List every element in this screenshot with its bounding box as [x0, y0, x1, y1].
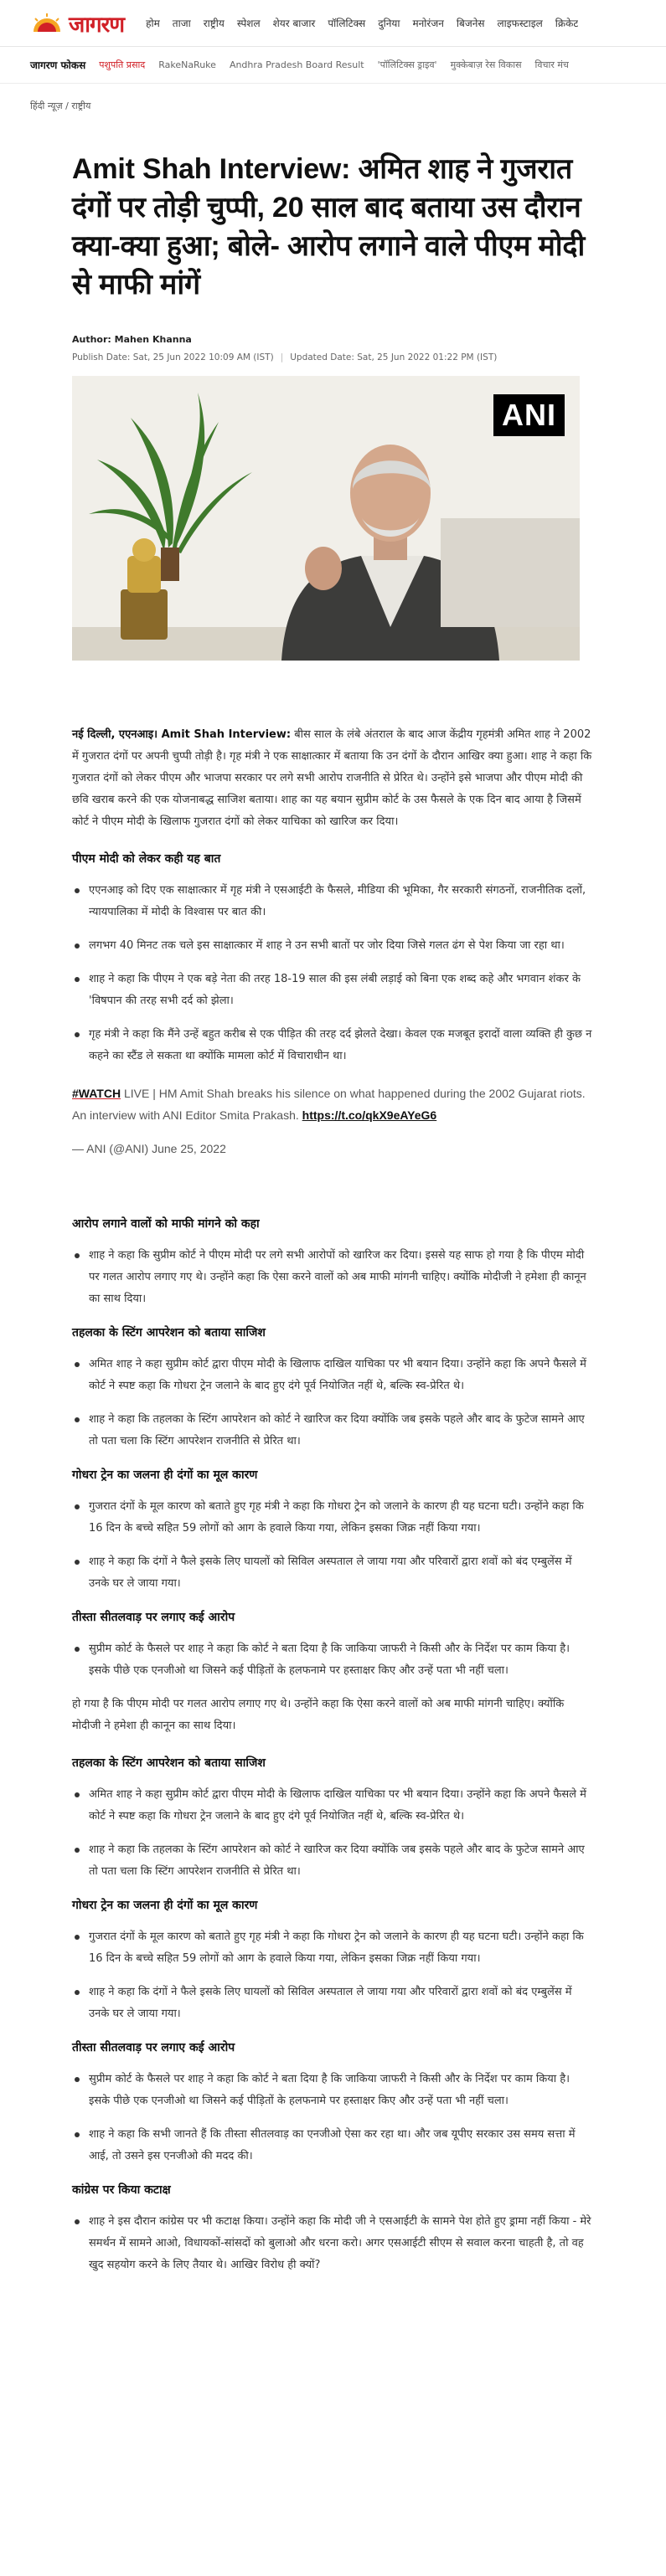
- list-item: शाह ने कहा कि दंगों ने फैले इसके लिए घायलों को सिविल अस्पताल ले जाया गया और परिवारों द्वारा शवों को बंद एम्बुलेंस में उनके घर ले जाया गया।: [72, 1982, 594, 2025]
- embedded-tweet: [72, 1082, 594, 1159]
- focus-link[interactable]: पशुपति प्रसाद: [99, 59, 146, 70]
- section-list: [72, 1496, 594, 1595]
- section-list: [72, 1245, 594, 1310]
- list-item: शाह ने इस दौरान कांग्रेस पर भी कटाक्ष किया। उन्होंने कहा कि मोदी जी ने एसआईटी के सामने पेश होते हुए ड्रामा नहीं किया - मेरे समर्थन में सामने आओ, विधायकों-सांसदों को बुलाओ और धरना करो। अगर एसआईटी सीएम से सवाल करना चाहती है, तो वह खुद सहयोग करने के लिए तैयार थे। आखिर विरोध ही क्यों?: [72, 2211, 594, 2276]
- article-title: Amit Shah Interview: अमित शाह ने गुजरात दंगों पर तोड़ी चुप्पी, 20 साल बाद बताया उस दौरान क्या-क्या हुआ; बोले- आरोप लगाने वाले पीएम मोदी से माफी मांगें: [72, 153, 586, 301]
- logo-text: जागरण: [69, 12, 125, 38]
- list-item: सुप्रीम कोर्ट के फैसले पर शाह ने कहा कि कोर्ट ने बता दिया है कि जाकिया जाफरी ने किसी और के निर्देश पर काम किया है। इसके पीछे एक एनजीओ था जिसने कई पीड़ितों के हलफनामे पर हस्ताक्षर किए और उन्हें पता भी नहीं चला।: [72, 1638, 594, 1682]
- nav-item[interactable]: दुनिया: [378, 18, 400, 29]
- tweet-text: LIVE | HM Amit Shah breaks his silence on what happened during the 2002 Gujarat riots. An interview with ANI Editor Smita Prakash.: [72, 1087, 586, 1122]
- list-item: एएनआइ को दिए एक साक्षात्कार में गृह मंत्री ने एसआईटी के फैसले, मीडिया की भूमिका, गैर सरकारी संगठनों, राजनीतिक दलों, न्यायपालिका में मोदी के विश्वास पर बात की।: [72, 880, 594, 923]
- updated-date: Updated Date: Sat, 25 Jun 2022 01:22 PM (IST): [290, 352, 498, 362]
- focus-bar: [0, 47, 666, 84]
- list-item: शाह ने कहा कि तहलका के स्टिंग आपरेशन को कोर्ट ने खारिज कर दिया क्योंकि जब इसके पहले और बाद के फुटेज सामने आए तो पता चला कि स्टिंग आपरेशन राजनीति से प्रेरित था।: [72, 1409, 594, 1453]
- nav-item[interactable]: क्रिकेट: [555, 18, 579, 29]
- nav-item[interactable]: लाइफस्टाइल: [497, 18, 543, 29]
- section-heading: तीस्ता सीतलवाड़ पर लगाए कई आरोप: [72, 2041, 235, 2054]
- section-heading: कांग्रेस पर किया कटाक्ष: [72, 2183, 171, 2197]
- list-item: शाह ने कहा कि तहलका के स्टिंग आपरेशन को कोर्ट ने खारिज कर दिया क्योंकि जब इसके पहले और बाद के फुटेज सामने आए तो पता चला कि स्टिंग आपरेशन राजनीति से प्रेरित था।: [72, 1839, 594, 1883]
- section-heading: आरोप लगाने वालों को माफी मांगने को कहा: [72, 1217, 260, 1231]
- lead-dateline: नई दिल्ली, एएनआइ। Amit Shah Interview:: [72, 728, 292, 741]
- ani-badge: ANI: [493, 394, 565, 436]
- article-body: [72, 724, 594, 2276]
- nav-item[interactable]: ताजा: [172, 18, 191, 29]
- article: [0, 150, 666, 2276]
- focus-link[interactable]: Andhra Pradesh Board Result: [229, 59, 364, 70]
- section-heading: तहलका के स्टिंग आपरेशन को बताया साजिश: [72, 1756, 266, 1770]
- section-heading: पीएम मोदी को लेकर कही यह बात: [72, 852, 221, 866]
- focus-label: जागरण फोकस: [30, 59, 86, 71]
- list-item: गृह मंत्री ने कहा कि मैंने उन्हें बहुत करीब से एक पीड़ित की तरह दर्द झेलते देखा। केवल एक मजबूत इरादों वाला व्यक्ति ही कुछ न कहने का स्टैंड ले सकता था क्योंकि मामला कोर्ट में विचाराधीन था।: [72, 1024, 594, 1067]
- sun-logo-icon: [30, 13, 64, 33]
- section-heading: गोधरा ट्रेन का जलना ही दंगों का मूल कारण: [72, 1899, 258, 1912]
- tweet-hashtag[interactable]: #WATCH: [72, 1087, 121, 1100]
- main-nav: [146, 16, 578, 30]
- article-meta: Author: Mahen Khanna Publish Date: Sat, 25 Jun 2022 10:09 AM (IST) | Updated Date: Sat, 25 Jun 2022 01:22 PM (IST): [72, 334, 594, 362]
- focus-link[interactable]: 'पॉलिटिक्स ड्राइव': [377, 59, 437, 70]
- nav-item[interactable]: स्पेशल: [236, 18, 261, 29]
- list-item: शाह ने कहा कि सुप्रीम कोर्ट ने पीएम मोदी पर लगे सभी आरोपों को खारिज कर दिया। इससे यह साफ हो गया है कि पीएम मोदी पर गलत आरोप लगाए गए थे। उन्होंने कहा कि ऐसा करने वालों को अब माफी मांगनी चाहिए। क्योंकि मोदीजी ने हमेशा ही कानून का साथ दिया।: [72, 1245, 594, 1310]
- list-item: लगभग 40 मिनट तक चले इस साक्षात्कार में शाह ने उन सभी बातों पर जोर दिया जिसे गलत ढंग से पेश किया जा रहा था।: [72, 935, 594, 957]
- list-item: गुजरात दंगों के मूल कारण को बताते हुए गृह मंत्री ने कहा कि गोधरा ट्रेन को जलाने के कारण ही यह घटना घटी। उन्होंने कहा कि 16 दिन के बच्चे सहित 59 लोगों को आग के हवाले किया गया, लेकिन इसका जिक्र नहीं किया गया।: [72, 1926, 594, 1970]
- focus-link[interactable]: मुक्केबाज़ रेस विकास: [450, 59, 522, 70]
- nav-item[interactable]: राष्ट्रीय: [203, 18, 225, 29]
- list-item: शाह ने कहा कि पीएम ने एक बड़े नेता की तरह 18-19 साल की इस लंबी लड़ाई को बिना एक शब्द कहे और भगवान शंकर के 'विषपान की तरह सभी दर्द को झेला।: [72, 969, 594, 1012]
- section-list: [72, 2211, 594, 2276]
- list-item: शाह ने कहा कि दंगों ने फैले इसके लिए घायलों को सिविल अस्पताल ले जाया गया और परिवारों द्वारा शवों को बंद एम्बुलेंस में उनके घर ले जाया गया।: [72, 1551, 594, 1595]
- tweet-link[interactable]: https://t.co/qkX9eAYeG6: [302, 1108, 437, 1122]
- section-heading: तहलका के स्टिंग आपरेशन को बताया साजिश: [72, 1326, 266, 1339]
- list-item: अमित शाह ने कहा सुप्रीम कोर्ट द्वारा पीएम मोदी के खिलाफ दाखिल याचिका पर भी बयान दिया। उन्होंने कहा कि अपने फैसले में कोर्ट ने स्पष्ट कहा कि गोधरा ट्रेन जलाने के बाद हुए दंगे पूर्व नियोजित नहीं थे, बल्कि स्व-प्रेरित थे।: [72, 1784, 594, 1828]
- section-list: [72, 2069, 594, 2167]
- section-list: [72, 880, 594, 1067]
- section-list: [72, 1784, 594, 1883]
- top-header: [0, 0, 666, 47]
- section-list: [72, 1926, 594, 2025]
- section-list: [72, 1354, 594, 1453]
- breadcrumb[interactable]: हिंदी न्यूज़ / राष्ट्रीय: [30, 100, 91, 111]
- nav-item[interactable]: शेयर बाजार: [272, 18, 316, 29]
- focus-link[interactable]: विचार मंच: [534, 59, 569, 70]
- section-heading: तीस्ता सीतलवाड़ पर लगाए कई आरोप: [72, 1611, 235, 1624]
- list-item: गुजरात दंगों के मूल कारण को बताते हुए गृह मंत्री ने कहा कि गोधरा ट्रेन को जलाने के कारण ही यह घटना घटी। उन्होंने कहा कि 16 दिन के बच्चे सहित 59 लोगों को आग के हवाले किया गया, लेकिन इसका जिक्र नहीं किया गया।: [72, 1496, 594, 1540]
- section-heading: गोधरा ट्रेन का जलना ही दंगों का मूल कारण: [72, 1468, 258, 1482]
- nav-item[interactable]: पॉलिटिक्स: [328, 18, 366, 29]
- list-item: शाह ने कहा कि सभी जानते हैं कि तीस्ता सीतलवाड़ का एनजीओ ऐसा कर रहा था। और जब यूपीए सरकार उस समय सत्ता में आई, तो उसने इस एनजीओ की मदद की।: [72, 2124, 594, 2167]
- section-list: [72, 1638, 594, 1682]
- site-logo[interactable]: [30, 8, 124, 39]
- hero-image: [72, 376, 580, 661]
- list-item: अमित शाह ने कहा सुप्रीम कोर्ट द्वारा पीएम मोदी के खिलाफ दाखिल याचिका पर भी बयान दिया। उन्होंने कहा कि अपने फैसले में कोर्ट ने स्पष्ट कहा कि गोधरा ट्रेन जलाने के बाद हुए दंगे पूर्व नियोजित नहीं थे, बल्कि स्व-प्रेरित थे।: [72, 1354, 594, 1397]
- lead-text: बीस साल के लंबे अंतराल के बाद आज केंद्रीय गृहमंत्री अमित शाह ने 2002 में गुजरात दंगों पर अपनी चुप्पी तोड़ी है। गृह मंत्री ने एक साक्षात्कार में बताया कि उन दंगों के दौरान आखिर क्या हुआ। शाह ने कहा कि गुजरात दंगों को लेकर पीएम और भाजपा सरकार पर लगे सभी आरोप राजनीति से प्रेरित थे। उन्होंने इसे भाजपा और पीएम मोदी की छवि खराब करने की एक योजनाबद्ध साजिश बताया। शाह का यह बयान सुप्रीम कोर्ट के उस फैसले के एक दिन बाद आया है जिसमें कोर्ट ने पीएम मोदी के खिलाफ गुजरात दंगों को लेकर याचिका को खारिज कर दिया।: [72, 728, 592, 828]
- nav-item[interactable]: होम: [146, 18, 160, 29]
- author-name[interactable]: Author: Mahen Khanna: [72, 334, 192, 345]
- focus-link[interactable]: RakeNaRuke: [158, 59, 216, 70]
- nav-item[interactable]: बिजनेस: [456, 18, 485, 29]
- publish-date: Publish Date: Sat, 25 Jun 2022 10:09 AM (IST): [72, 352, 274, 362]
- repeat-fragment: हो गया है कि पीएम मोदी पर गलत आरोप लगाए गए थे। उन्होंने कहा कि ऐसा करने वालों को अब माफी मांगनी चाहिए। क्योंकि मोदीजी ने हमेशा ही कानून का साथ दिया।: [72, 1698, 565, 1732]
- nav-item[interactable]: मनोरंजन: [412, 18, 444, 29]
- tweet-byline[interactable]: — ANI (@ANI) June 25, 2022: [72, 1142, 226, 1155]
- lead-paragraph: [72, 724, 594, 833]
- list-item: सुप्रीम कोर्ट के फैसले पर शाह ने कहा कि कोर्ट ने बता दिया है कि जाकिया जाफरी ने किसी और के निर्देश पर काम किया है। इसके पीछे एक एनजीओ था जिसने कई पीड़ितों के हलफनामे पर हस्ताक्षर किए और उन्हें पता भी नहीं चला।: [72, 2069, 594, 2112]
